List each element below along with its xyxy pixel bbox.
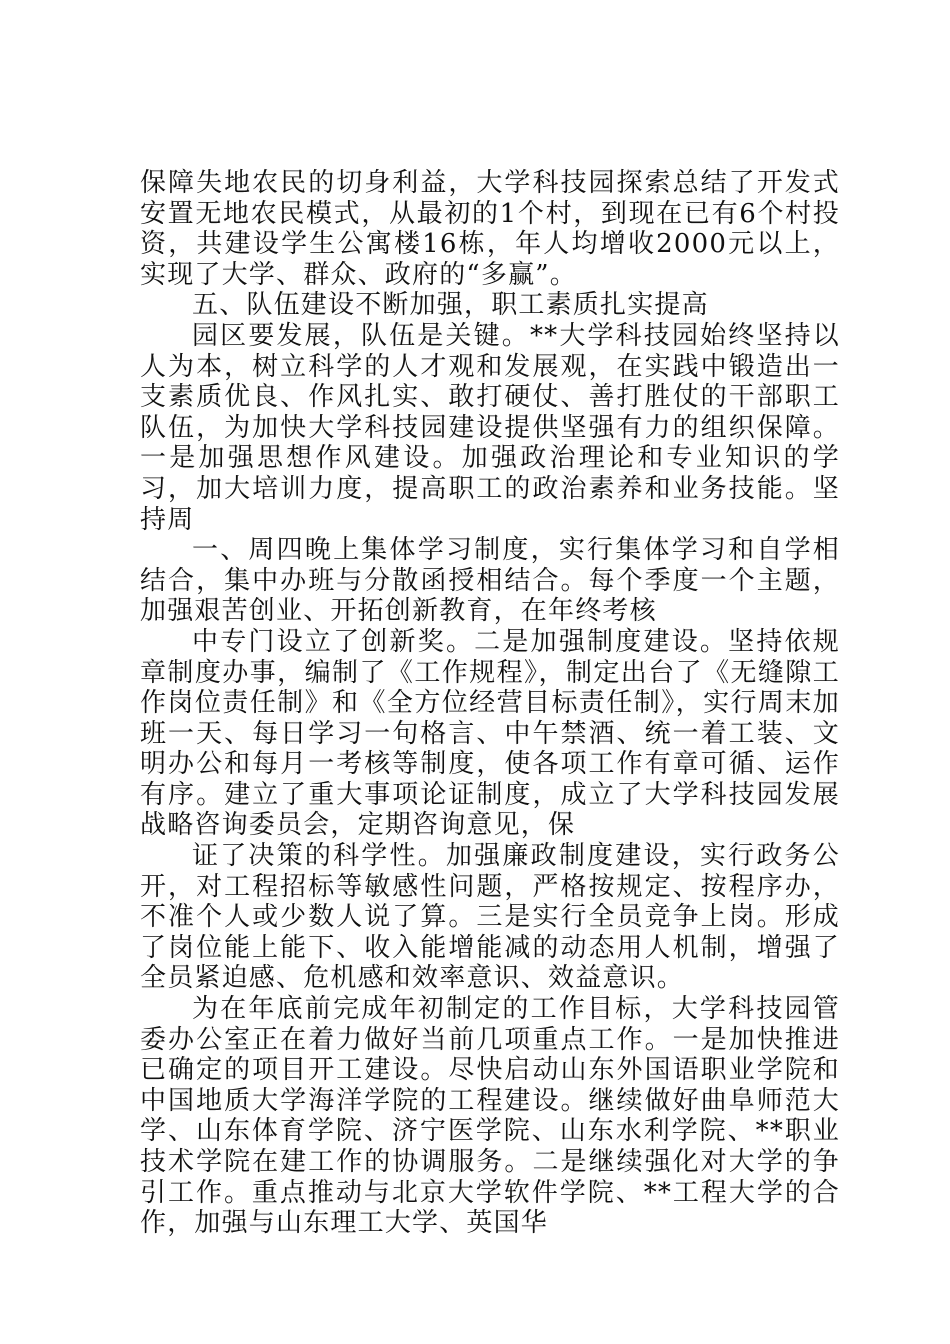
paragraph: 中专门设立了创新奖。二是加强制度建设。坚持依规章制度办事，编制了《工作规程》，制定出台了《无缝隙工作岗位责任制》和《全方位经营目标责任制》，实行周末加班一天、每日学习一句格言、中午禁酒、统一着工装、文明办公和每月一考核等制度，使各项工作有章可循、运作有序。建立了重大事项论证制度，成立了大学科技园发展战略咨询委员会，定期咨询意见，保 [140, 626, 840, 841]
paragraph: 证了决策的科学性。加强廉政制度建设，实行政务公开，对工程招标等敏感性问题，严格按规定、按程序办，不准个人或少数人说了算。三是实行全员竞争上岗。形成了岗位能上能下、收入能增能减的动态用人机制，增强了全员紧迫感、危机感和效率意识、效益意识。 [140, 841, 840, 994]
paragraph: 保障失地农民的切身利益，大学科技园探索总结了开发式安置无地农民模式，从最初的1个村，到现在已有6个村投资，共建设学生公寓楼16栋，年人均增收2000元以上，实现了大学、群众、政府的“多赢”。 [140, 168, 840, 290]
paragraph: 一、周四晚上集体学习制度，实行集体学习和自学相结合，集中办班与分散函授相结合。每个季度一个主题，加强艰苦创业、开拓创新教育，在年终考核 [140, 535, 840, 627]
paragraph: 园区要发展，队伍是关键。**大学科技园始终坚持以人为本，树立科学的人才观和发展观，在实践中锻造出一支素质优良、作风扎实、敢打硬仗、善打胜仗的干部职工队伍，为加快大学科技园建设提供坚强有力的组织保障。一是加强思想作风建设。加强政治理论和专业知识的学习，加大培训力度，提高职工的政治素养和业务技能。坚持周 [140, 320, 840, 535]
document-body [140, 168, 840, 1239]
paragraph: 为在年底前完成年初制定的工作目标，大学科技园管委办公室正在着力做好当前几项重点工作。一是加快推进已确定的项目开工建设。尽快启动山东外国语职业学院和中国地质大学海洋学院的工程建设。继续做好曲阜师范大学、山东体育学院、济宁医学院、山东水利学院、**职业技术学院在建工作的协调服务。二是继续强化对大学的争引工作。重点推动与北京大学软件学院、**工程大学的合作，加强与山东理工大学、英国华 [140, 994, 840, 1239]
section-heading: 五、队伍建设不断加强，职工素质扎实提高 [192, 290, 709, 321]
